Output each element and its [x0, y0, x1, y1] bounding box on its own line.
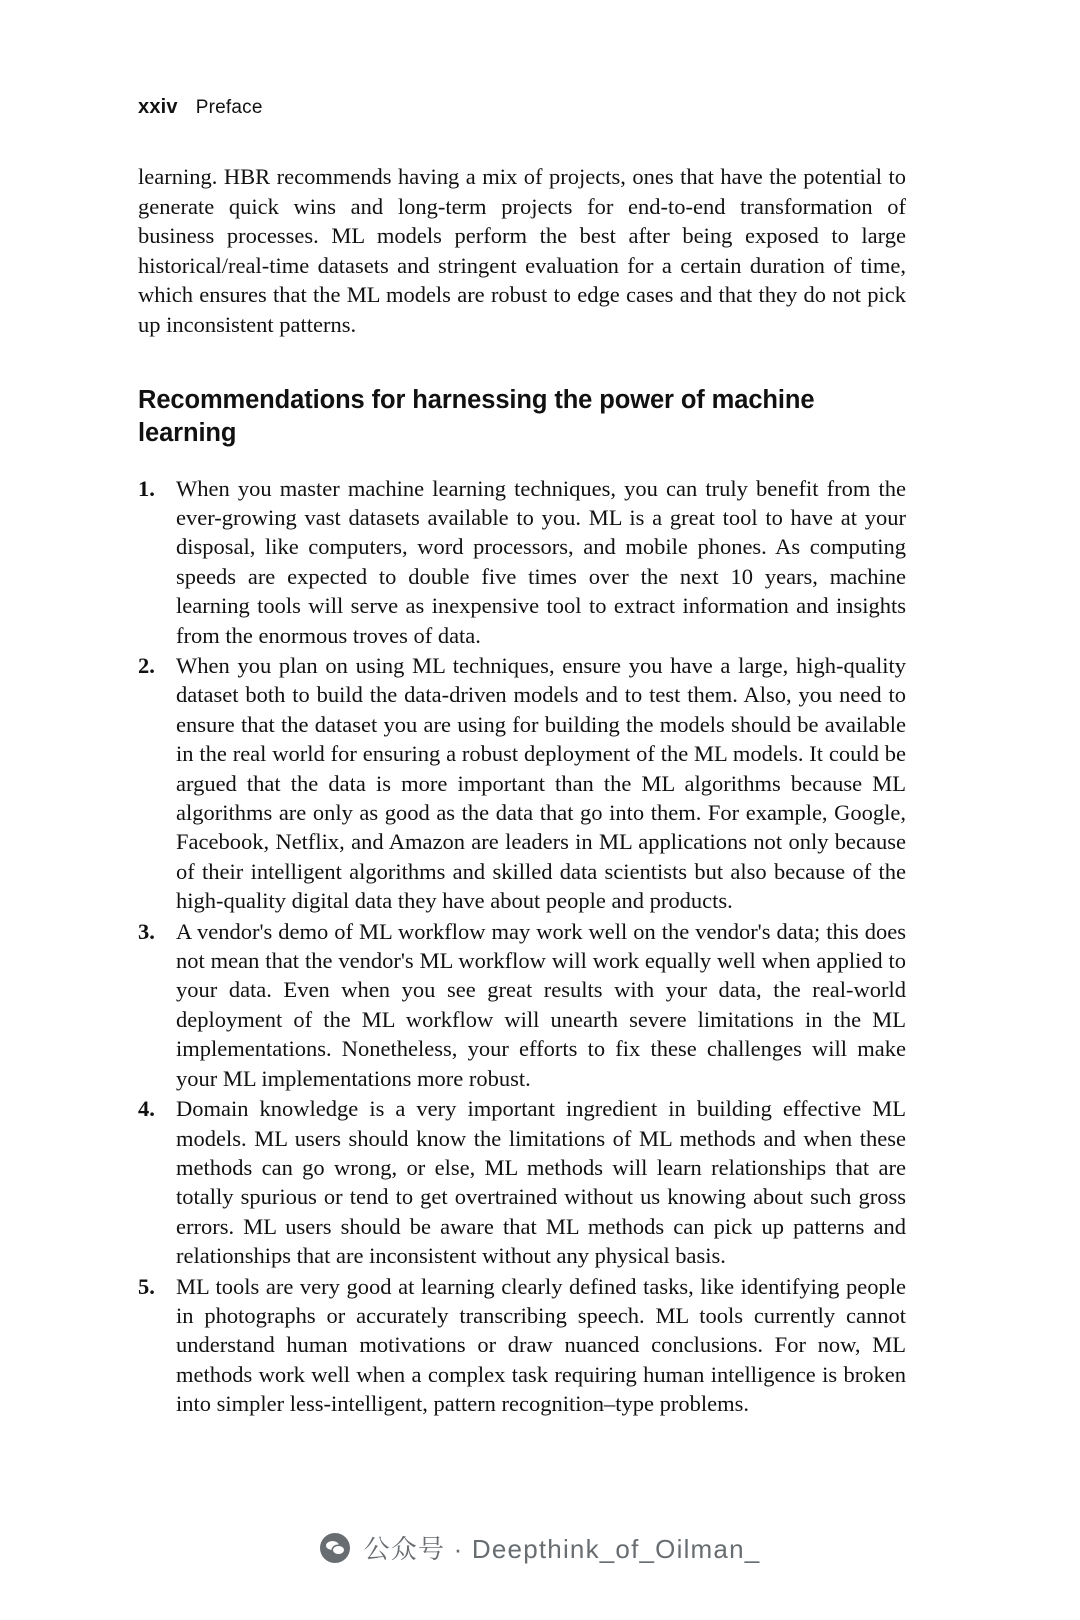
page-number: xxiv [138, 96, 178, 118]
wechat-icon [320, 1533, 350, 1563]
list-item [138, 1094, 906, 1270]
list-item [138, 474, 906, 650]
list-item-text: When you master machine learning techniques, you can truly benefit from the ever-growing vast datasets available to you. ML is a great tool to have at your disposal, like computers, word processors, and mobile phones. As computing speeds are expected to double five times over the next 10 years, machine learning tools will serve as inexpensive tool to extract information and insights from the enormous troves of data. [176, 475, 906, 648]
list-item-number: 5. [138, 1273, 155, 1299]
running-head [138, 96, 263, 119]
intro-paragraph: learning. HBR recommends having a mix of projects, ones that have the potential to generate quick wins and long-term projects for end-to-end transformation of business processes. ML models perform the best after being exposed to large historical/real-time datasets and stringent evaluation for a certain duration of time, which ensures that the ML models are robust to edge cases and that they do not pick up inconsistent patterns. [138, 164, 906, 337]
list-item-text: A vendor's demo of ML workflow may work well on the vendor's data; this does not mean that the vendor's ML workflow will work equally well when applied to your data. Even when you see great results with your data, the real-world deployment of the ML workflow will unearth severe limitations in the ML implementations. Nonetheless, your efforts to fix these challenges will make your ML implementations more robust. [176, 918, 906, 1091]
page-title: Recommendations for harnessing the power of machine learning [138, 385, 815, 447]
list-item [138, 1272, 906, 1419]
list-item-number: 4. [138, 1096, 155, 1122]
recommendations-list [138, 474, 906, 1419]
page-content [138, 162, 906, 1420]
list-item-text: ML tools are very good at learning clearly defined tasks, like identifying people in photographs or accurately transcribing speech. ML tools currently cannot understand human motivations or draw nuanced conclusions. For now, ML methods work well when a complex task requiring human intelligence is broken into simpler less-intelligent, pattern recognition–type problems. [176, 1273, 906, 1417]
list-item-number: 1. [138, 475, 155, 501]
watermark-text: 公众号 · Deepthink_of_Oilman_ [363, 1534, 761, 1564]
list-item-number: 2. [138, 653, 155, 678]
list-item-text: Domain knowledge is a very important ingredient in building effective ML models. ML users should know the limitations of ML methods and when these methods can go wrong, or else, ML methods will learn relationships that are totally spurious or tend to get overtrained without us knowing about such gross errors. ML users should be aware that ML methods can pick up patterns and relationships that are inconsistent without any physical basis. [176, 1096, 906, 1269]
list-item [138, 917, 906, 1093]
list-item-text: When you plan on using ML techniques, ensure you have a large, high-quality dataset both to build the data-driven models and to test them. Also, you need to ensure that the dataset you are using for building the models should be available in the real world for ensuring a robust deployment of the ML models. It could be argued that the data is more important than the ML algorithms because ML algorithms are only as good as the data that go into them. For example, Google, Facebook, Netflix, and Amazon are leaders in ML applications not only because of their intelligent algorithms and skilled data scientists but also because of the high-quality digital data they have about people and products. [176, 653, 906, 914]
watermark [0, 1529, 1080, 1566]
section-name: Preface [195, 97, 263, 118]
list-item-number: 3. [138, 918, 155, 944]
list-item [138, 651, 906, 916]
